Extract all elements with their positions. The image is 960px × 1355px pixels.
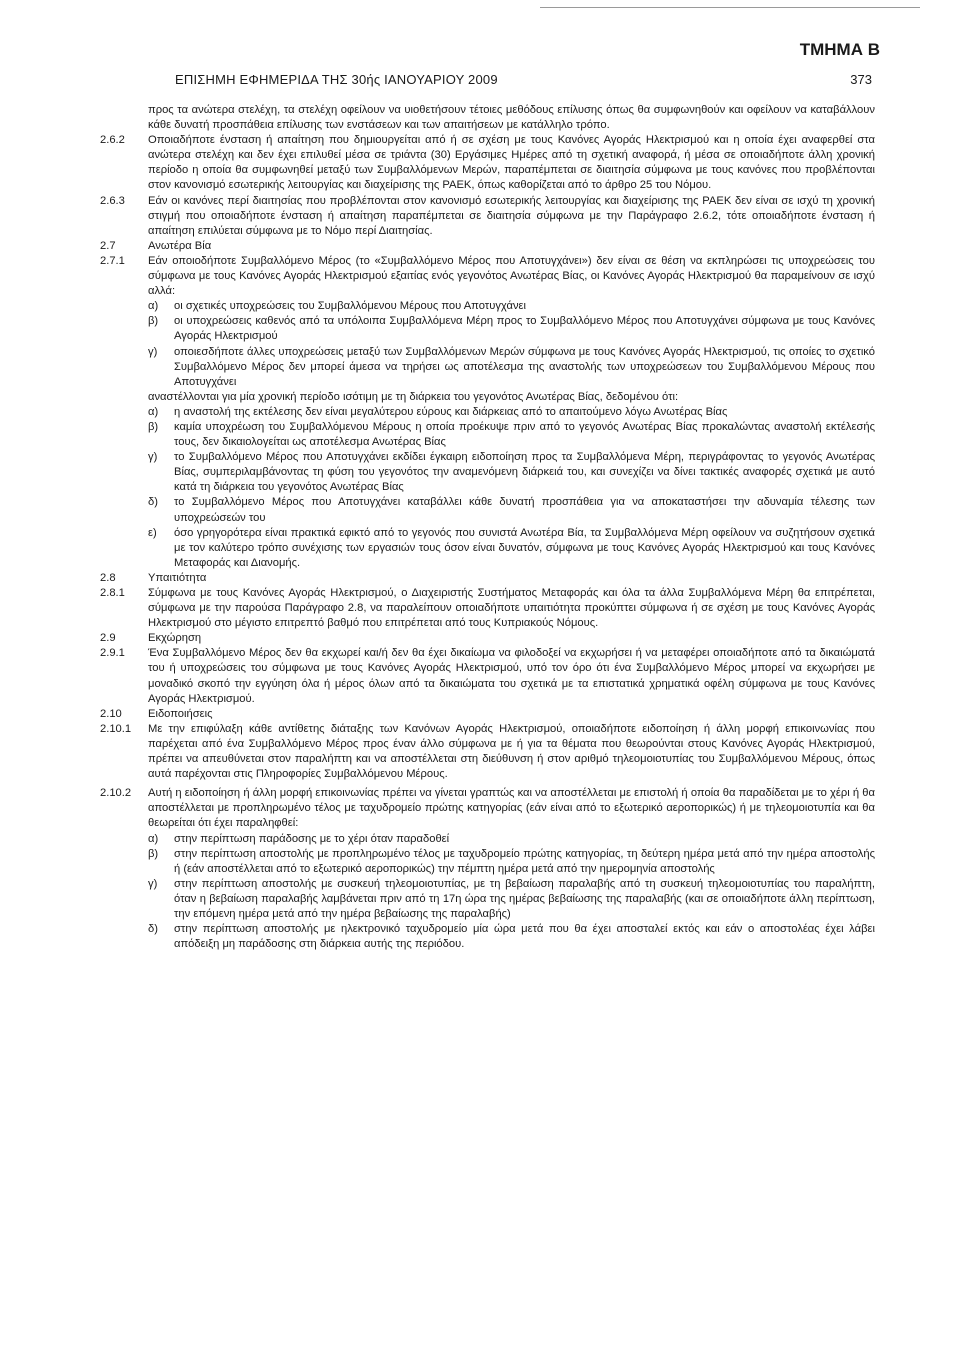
list-text: το Συμβαλλόμενο Μέρος που Αποτυγχάνει καταβάλλει κάθε δυνατή προσπάθεια για να αποκαταστήσει την αδυναμία τέλεσης των υποχρεώσεών του	[174, 496, 875, 524]
list-item	[100, 314, 875, 344]
list-label: α)	[148, 832, 159, 845]
list-label: α)	[148, 300, 159, 313]
section-title: Ειδοποιήσεις	[148, 707, 213, 720]
clause-text: Εάν οποιοδήποτε Συμβαλλόμενο Μέρος (το «Συμβαλλόμενο Μέρος που Αποτυγχάνει») δεν είναι σε θέση να εκπληρώσει τις υποχρεώσεις του σύμφωνα με τους Κανόνες Αγοράς Ηλεκτρισμού εξαιτίας ενός γεγονότος Ανωτέρας Βίας, οι Κανόνες Αγοράς Ηλεκτρισμού θα παραμείνουν σε ισχύ αλλά:	[148, 254, 875, 298]
list-text: καμία υποχρέωση του Συμβαλλόμενου Μέρους η οποία προέκυψε πριν από το γεγονός Ανωτέρας Βίας προκαλώντας αναστολή εκτέλεσής τους, δεν δικαιολογείται ως αποτέλεσμα Ανωτέρας Βίας	[174, 420, 875, 449]
list-item	[100, 877, 875, 922]
list-item	[100, 847, 875, 877]
clause-2-6-2	[100, 133, 875, 193]
list-label: ε)	[148, 526, 157, 539]
page-number: 373	[850, 72, 872, 87]
section-2-8-heading	[100, 571, 875, 586]
section-2-9-heading	[100, 631, 875, 646]
list-item	[100, 405, 875, 420]
list-text: στην περίπτωση αποστολής με ηλεκτρονικό ταχυδρομείο μία ώρα μετά που θα έχει αποσταλεί εκτός και εάν ο αποστολέας έχει λάβει απόδειξη μη παράδοσης στη διάρκεια αυτής της περιόδου.	[174, 923, 875, 951]
clause-text: Με την επιφύλαξη κάθε αντίθετης διάταξης των Κανόνων Αγοράς Ηλεκτρισμού, οποιαδήποτε ειδοποίηση ή άλλη μορφή επικοινωνίας που παρέχεται από ένα Συμβαλλόμενο Μέρος προς έναν άλλο σύμφωνα με ή για τα θέματα που θεωρούνται στους Κανόνες Αγοράς Ηλεκτρισμού, πρέπει να απευθύνεται στον παραλήπτη και να αποστέλλεται στη διεύθυνση ή στον αριθμό τηλεομοιοτυπίας του Συμβαλλόμενου Μέρους, όπως αυτά παρέχονται στις Πληροφορίες Συμβαλλόμενου Μέρους.	[148, 722, 875, 781]
clause-text: Ένα Συμβαλλόμενο Μέρος δεν θα εκχωρεί και/ή δεν θα έχει δικαίωμα να φιλοδοξεί να εκχωρήσει ή να μεταφέρει οποιαδήποτε από τα δικαιώματά του ή υποχρεώσεις του σύμφωνα με τους Κανόνες Αγοράς Ηλεκτρισμού, υπό τον όρο ότι ένα Συμβαλλόμενο Μέρος μπορεί να εκχωρήσει με μοναδικό σκοπό την εγγύηση όλα ή μέρος όλων από τα δικαιώματα του σχετικά με τα επιστατικά χρηματικά οφέλη σύμφωνα με τους Κανόνες Αγοράς Ηλεκτρισμού.	[148, 647, 875, 705]
list-text: η αναστολή της εκτέλεσης δεν είναι μεγαλύτερου εύρους και διάρκειας από το απαιτούμενο λόγω Ανωτέρας Βίας	[174, 405, 728, 418]
list-label: γ)	[148, 451, 158, 464]
list-text: οι σχετικές υποχρεώσεις του Συμβαλλόμενου Μέρους που Αποτυγχάνει	[174, 300, 527, 313]
list-item	[100, 299, 875, 314]
clause-text: Αυτή η ειδοποίηση ή άλλη μορφή επικοινωνίας πρέπει να γίνεται γραπτώς και να αποστέλλεται με επιστολή ή οποία θα παραδίδεται με το χέρι ή θα αποστέλλεται με προπληρωμένο τέλος με ταχυδρομείο πρώτης κατηγορίας (εάν είναι από το εξωτερικό αεροπορικώς) ή με τηλεομοιοτυπία και θα θεωρείται ότι έχει παραληφθεί:	[148, 787, 875, 830]
list-text: όσο γρηγορότερα είναι πρακτικά εφικτό από το γεγονός που συνιστά Ανωτέρα Βία, τα Συμβαλλόμενα Μέρη οφείλουν να συζητήσουν σχετικά με τον καλύτερο τρόπο συνέχισης των εργασιών τους όσον είναι δυνατόν, σύμφωνα με τους Κανόνες Αγοράς Ηλεκτρισμού και τους Κανόνες Μεταφοράς και Διανομής.	[174, 526, 875, 569]
section-label: ΤΜΗΜΑ Β	[799, 40, 880, 59]
clause-number: 2.7.1	[100, 254, 125, 267]
list-label: δ)	[148, 496, 158, 509]
clause-number: 2.6.3	[100, 194, 125, 207]
list-item	[100, 450, 875, 495]
clause-number: 2.10.1	[100, 722, 132, 735]
clause-number: 2.9.1	[100, 647, 125, 660]
list-label: β)	[148, 847, 159, 860]
list-text: στην περίπτωση αποστολής με συσκευή τηλεομοιοτυπίας, με τη βεβαίωση παραλαβής από τη συσκευή τηλεομοιοτυπίας του παραλήπτη, όταν η βεβαίωση παραλαβής λαμβάνεται πριν από τη 17η ώρα της ημέρας βεβαίωσης της παραλαβής (και σε οποιαδήποτε άλλη περίπτωση, την επόμενη ημέρα μετά από την ημέρα βεβαίωσης της παραλαβής)	[174, 877, 875, 920]
list-item	[100, 420, 875, 450]
document-body	[100, 103, 875, 952]
scan-top-rule	[540, 7, 920, 8]
section-number: 2.9	[100, 632, 116, 645]
list-label: γ)	[148, 345, 158, 358]
list-text: οποιεσδήποτε άλλες υποχρεώσεις μεταξύ των Συμβαλλόμενων Μερών σύμφωνα με τους Κανόνες Αγοράς Ηλεκτρισμού, τις οποίες το σχετικό Συμβαλλόμενο Μέρος δεν μπορεί άμεσα να τηρήσει ως αποτέλεσμα της αναστολής των υποχρεώσεων του Συμβαλλόμενου Μέρους που Αποτυγχάνει	[174, 345, 875, 388]
clause-number: 2.10.2	[100, 787, 132, 800]
clause-2-10-1	[100, 722, 875, 782]
clause-2-8-1	[100, 586, 875, 631]
clause-2-7-1	[100, 254, 875, 299]
list-text: στην περίπτωση αποστολής με προπληρωμένο τέλος με ταχυδρομείο πρώτης κατηγορίας, τη δεύτερη ημέρα μετά από την ημέρα αποστολής ή (εάν αποστέλλεται από το εξωτερικό αεροπορικώς) την πέμπτη ημέρα μετά από την ημερομηνία αποστολής	[174, 847, 875, 875]
section-number: 2.8	[100, 571, 116, 584]
paragraph-continuation: προς τα ανώτερα στελέχη, τα στελέχη οφείλουν να υιοθετήσουν τέτοιες μεθόδους επίλυσης όπως θα συμφωνηθούν και οφείλουν να καταβάλλουν κάθε δυνατή προσπάθεια επίλυσης των ενστάσεων και των απαιτήσεων με κατάλληλο τρόπο.	[148, 104, 875, 132]
list-item	[100, 526, 875, 571]
section-2-10-heading	[100, 707, 875, 722]
gazette-title: ΕΠΙΣΗΜΗ ΕΦΗΜΕΡΙΔΑ ΤΗΣ 30ής ΙΑΝΟΥΑΡΙΟΥ 2009	[175, 72, 498, 87]
list-label: α)	[148, 405, 159, 418]
list-text: οι υποχρεώσεις καθενός από τα υπόλοιπα Συμβαλλόμενα Μέρη προς το Συμβαλλόμενο Μέρος που Αποτυγχάνει σύμφωνα με τους Κανόνες Αγοράς Ηλεκτρισμού	[174, 315, 875, 343]
list-item	[100, 495, 875, 525]
section-title: Ανωτέρα Βία	[148, 239, 212, 252]
list-text: στην περίπτωση παράδοσης με το χέρι όταν παραδοθεί	[174, 832, 450, 845]
clause-number: 2.6.2	[100, 134, 125, 147]
list-label: δ)	[148, 923, 158, 936]
list-label: γ)	[148, 877, 158, 890]
section-2-7-heading	[100, 239, 875, 254]
list-item	[100, 345, 875, 390]
list-label: β)	[148, 420, 159, 433]
clause-2-6-3	[100, 194, 875, 239]
section-title: Υπαιτιότητα	[148, 571, 207, 584]
clause-text: Οποιαδήποτε ένσταση ή απαίτηση που δημιουργείται από ή σε σχέση με τους Κανόνες Αγοράς Ηλεκτρισμού και η οποία έχει αναφερθεί στα ανώτερα στελέχη και δεν έχει επιλυθεί μέσα σε τριάντα (30) Εργάσιμες Ημέρες από τη σχετική αναφορά, ή μέσα σε οποιαδήποτε άλλη χρονική περίοδο η οποία θα συμφωνηθεί μεταξύ των Συμβαλλόμενων Μερών, παραπέμπεται σε διαιτησία σύμφωνα με τους κανόνες που προβλέπονται στον κανονισμό εσωτερικής λειτουργίας και διαχείρισης της ΡΑΕΚ, όπως καθορίζεται από το άρθρο 25 του Νόμου.	[148, 134, 875, 192]
section-title: Εκχώρηση	[148, 632, 202, 645]
clause-text: Σύμφωνα με τους Κανόνες Αγοράς Ηλεκτρισμού, ο Διαχειριστής Συστήματος Μεταφοράς και όλα τα άλλα Συμβαλλόμενα Μέρη θα επιτρέπεται, σύμφωνα με την παρούσα Παράγραφο 2.8, να παραλείπουν οποιαδήποτε υπαιτιότητα προκύπτει σύμφωνα ή σε σχέση με τους Κανόνες Αγοράς Ηλεκτρισμού στο μέγιστο επιτρεπτό βαθμό που επιτρέπεται από τους Κυπριακούς Νόμους.	[148, 587, 875, 630]
clause-number: 2.8.1	[100, 587, 125, 599]
clause-2-9-1	[100, 646, 875, 706]
list-item	[100, 832, 875, 847]
section-number: 2.7	[100, 239, 116, 252]
list-text: το Συμβαλλόμενο Μέρος που Αποτυγχάνει εκδίδει έγκαιρη ειδοποίηση προς τα Συμβαλλόμενα Μέρη, περιγράφοντας το γεγονός Ανωτέρας Βίας, συμπεριλαμβάνοντας τη φύση του γεγονότος την αναμενόμενη διάρκειά του, και συνεχίζει να δίνει τακτικές αναφορές σχετικά με αυτό κατά τη διάρκεια του γεγονότος Ανωτέρας Βίας	[174, 451, 875, 494]
clause-2-10-2	[100, 786, 875, 831]
section-number: 2.10	[100, 707, 122, 720]
list-label: β)	[148, 315, 159, 328]
list-item	[100, 922, 875, 952]
paragraph-conditions: αναστέλλονται για μία χρονική περίοδο ισότιμη με τη διάρκεια του γεγονότος Ανωτέρας Βίας, δεδομένου ότι:	[148, 390, 679, 403]
clause-text: Εάν οι κανόνες περί διαιτησίας που προβλέπονται στον κανονισμό εσωτερικής λειτουργίας και διαχείρισης της ΡΑΕΚ δεν είναι σε ισχύ τη χρονική στιγμή που οποιαδήποτε ένσταση ή απαίτηση παραπέμπεται σε διαιτησία σύμφωνα με την Παράγραφο 2.6.2, τότε οποιαδήποτε ένσταση ή απαίτηση επιλύεται σύμφωνα με το Νόμο περί Διαιτησίας.	[148, 194, 875, 237]
